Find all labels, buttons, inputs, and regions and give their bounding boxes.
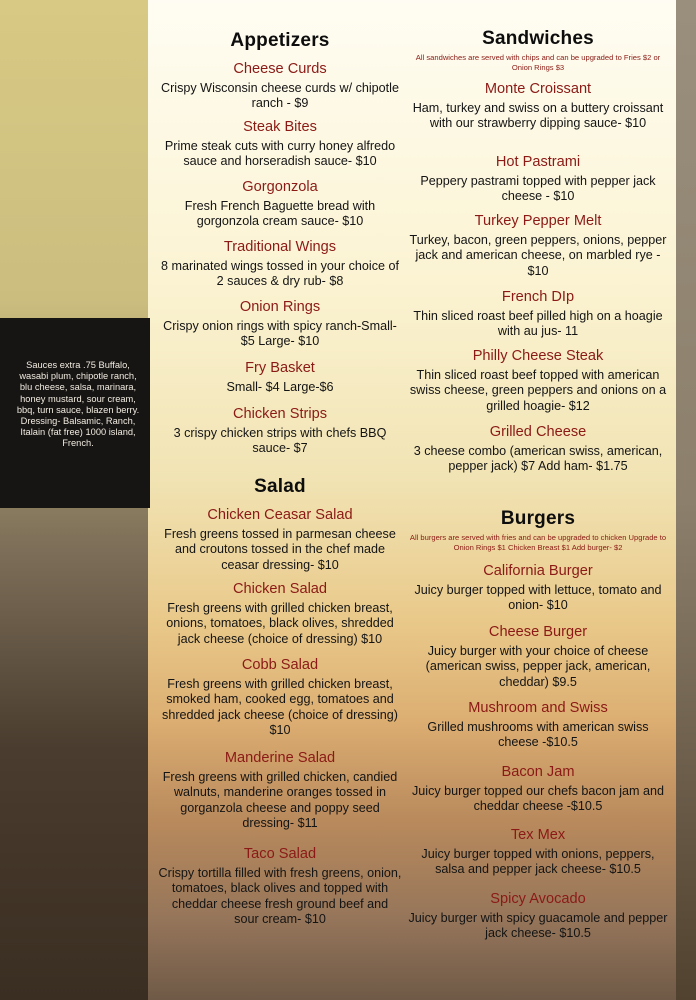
item-description: Prime steak cuts with curry honey alfredo sauce and horseradish sauce- $10 xyxy=(164,139,396,169)
burgers-title: Burgers xyxy=(500,508,576,529)
menu-item xyxy=(408,423,668,475)
item-description: 3 crispy chicken strips with chefs BBQ sauce- $7 xyxy=(173,426,387,456)
sauces-note: Sauces extra .75 Buffalo, wasabi plum, chipotle ranch, blu cheese, salsa, marinara, honey mustard, sour cream, bbq, turn sauce, blazen berry. Dressing- Balsamic, Ranch, Italain (fat free) 1000 island, French. xyxy=(16,360,140,449)
background-right xyxy=(674,0,696,1000)
item-description: Fresh greens with grilled chicken, candied walnuts, manderine oranges tossed in gorganzola cheese and poppy seed dressing- $11 xyxy=(162,770,398,830)
menu-item xyxy=(158,580,402,647)
item-name: Cheese Curds xyxy=(233,61,327,77)
item-name: Cobb Salad xyxy=(241,657,319,673)
item-description: Ham, turkey and swiss on a buttery croissant with our strawberry dipping sauce- $10 xyxy=(412,101,664,131)
menu-item xyxy=(158,359,402,395)
menu-item xyxy=(408,212,668,279)
item-description: Juicy burger with your choice of cheese (american swiss, pepper jack, american, cheddar) $9.5 xyxy=(425,644,651,689)
sauces-note-box xyxy=(0,318,150,508)
menu-item xyxy=(158,656,402,738)
item-name: Manderine Salad xyxy=(224,750,336,766)
item-name: Traditional Wings xyxy=(223,239,337,255)
appetizers-title: Appetizers xyxy=(230,30,330,51)
item-name: Fry Basket xyxy=(245,360,315,376)
menu-item xyxy=(408,288,668,340)
menu-item xyxy=(158,845,402,927)
menu-item xyxy=(408,153,668,205)
item-name: Turkey Pepper Melt xyxy=(474,213,602,229)
item-description: Fresh greens with grilled chicken breast, onions, tomatoes, black olives, shredded jack cheese (choice of dressing) $10 xyxy=(166,601,394,646)
menu-item xyxy=(408,699,668,751)
item-description: Juicy burger topped with lettuce, tomato and onion- $10 xyxy=(414,583,662,613)
item-description: Juicy burger topped our chefs bacon jam and cheddar cheese -$10.5 xyxy=(411,784,665,814)
item-description: Crispy tortilla filled with fresh greens, onion, tomatoes, black olives and topped with cheddar cheese fresh ground beef and sour cream- $10 xyxy=(158,866,402,926)
item-name: Steak Bites xyxy=(243,119,317,135)
menu-item xyxy=(158,238,402,290)
item-name: Chicken Strips xyxy=(232,406,328,422)
item-name: Spicy Avocado xyxy=(490,891,586,907)
menu-item xyxy=(158,118,402,170)
item-description: Small- $4 Large-$6 xyxy=(226,380,334,394)
item-description: Crispy onion rings with spicy ranch-Small- $5 Large- $10 xyxy=(163,319,397,349)
menu-item xyxy=(408,826,668,878)
item-description: Juicy burger with spicy guacamole and pepper jack cheese- $10.5 xyxy=(408,911,668,941)
menu-item xyxy=(158,178,402,230)
item-name: Tex Mex xyxy=(510,827,566,843)
menu-item xyxy=(158,60,402,112)
item-name: Philly Cheese Steak xyxy=(472,348,604,364)
sandwiches-note: All sandwiches are served with chips and can be upgraded to Fries $2 or Onion Rings $3 xyxy=(415,53,661,72)
item-description: Turkey, bacon, green peppers, onions, pepper jack and american cheese, on marbled rye - $10 xyxy=(409,233,667,278)
item-name: Chicken Ceasar Salad xyxy=(207,507,353,523)
item-description: Crispy Wisconsin cheese curds w/ chipotle ranch - $9 xyxy=(161,81,399,111)
menu-item xyxy=(408,623,668,690)
menu-item xyxy=(408,80,668,132)
item-description: 3 cheese combo (american swiss, american, pepper jack) $7 Add ham- $1.75 xyxy=(413,444,663,474)
menu-item xyxy=(158,749,402,831)
item-description: Thin sliced roast beef pilled high on a hoagie with au jus- 11 xyxy=(413,309,663,339)
item-name: Taco Salad xyxy=(243,846,317,862)
item-name: Chicken Salad xyxy=(232,581,328,597)
menu-item xyxy=(158,405,402,457)
item-description: Fresh greens with grilled chicken breast, smoked ham, cooked egg, tomatoes and shredded jack cheese (choice of dressing) $10 xyxy=(162,677,398,737)
menu-item xyxy=(408,562,668,614)
item-name: Monte Croissant xyxy=(484,81,592,97)
menu-item xyxy=(408,347,668,414)
item-name: California Burger xyxy=(483,563,593,579)
item-description: Fresh greens tossed in parmesan cheese and croutons tossed in the chef made ceasar dressing- $10 xyxy=(164,527,396,572)
item-description: Thin sliced roast beef topped with american swiss cheese, green peppers and onions on a grilled hoagie- $12 xyxy=(409,368,667,413)
item-name: Bacon Jam xyxy=(501,764,575,780)
item-name: Mushroom and Swiss xyxy=(468,700,608,716)
item-description: Fresh French Baguette bread with gorgonzola cream sauce- $10 xyxy=(184,199,376,229)
item-name: Gorgonzola xyxy=(242,179,318,195)
burgers-note: All burgers are served with fries and can be upgraded to chicken Upgrade to Onion Rings $1 Chicken Breast $1 Add burger- $2 xyxy=(409,533,667,552)
item-description: 8 marinated wings tossed in your choice of 2 sauces & dry rub- $8 xyxy=(160,259,399,289)
item-name: Hot Pastrami xyxy=(495,154,581,170)
item-description: Juicy burger topped with onions, peppers, salsa and pepper jack cheese- $10.5 xyxy=(421,847,655,877)
menu-item xyxy=(158,298,402,350)
menu-item xyxy=(408,763,668,815)
item-name: Cheese Burger xyxy=(488,624,588,640)
item-name: Onion Rings xyxy=(239,299,321,315)
item-description: Peppery pastrami topped with pepper jack cheese - $10 xyxy=(420,174,656,204)
item-description: Grilled mushrooms with american swiss cheese -$10.5 xyxy=(427,720,649,750)
menu-item xyxy=(158,506,402,573)
item-name: French DIp xyxy=(501,289,575,305)
menu-item xyxy=(408,890,668,942)
item-name: Grilled Cheese xyxy=(489,424,587,440)
salad-title: Salad xyxy=(254,476,306,497)
sandwiches-title: Sandwiches xyxy=(482,28,594,49)
